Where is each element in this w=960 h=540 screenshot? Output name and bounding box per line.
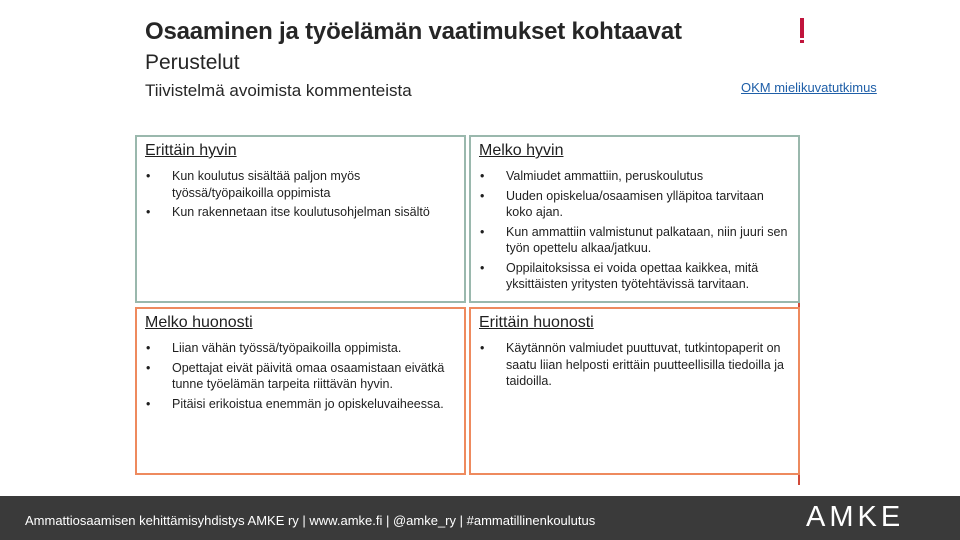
list-item: • Pitäisi erikoistua enemmän jo opiskeluvaiheessa. — [145, 396, 458, 413]
quadrant-list — [479, 340, 792, 393]
slide-caption: Tiivistelmä avoimista kommenteista — [145, 81, 412, 100]
quadrant-very-poor — [469, 307, 800, 475]
quadrant-title: Erittäin hyvin — [145, 142, 237, 159]
exclamation-mark-icon — [800, 18, 804, 38]
footer-text: Ammattiosaamisen kehittämisyhdistys AMKE ry | www.amke.fi | @amke_ry | #ammatillinenkoulutus — [25, 513, 596, 528]
quadrant-list — [145, 168, 458, 224]
quadrant-title: Melko hyvin — [479, 142, 564, 159]
slide-subtitle: Perustelut — [145, 51, 240, 74]
okm-survey-link[interactable]: OKM mielikuvatutkimus — [741, 80, 877, 95]
quadrant-list — [479, 168, 792, 296]
quadrant-fairly-poor — [135, 307, 466, 475]
quadrant-fairly-good — [469, 135, 800, 303]
slide-title: Osaaminen ja työelämän vaatimukset kohtaavat — [145, 18, 682, 45]
quadrant-title: Melko huonosti — [145, 314, 253, 331]
quadrant-list — [145, 340, 458, 415]
list-item: • Uuden opiskelua/osaamisen ylläpitoa tarvitaan koko ajan. — [479, 188, 792, 221]
amke-logo: AMKE — [806, 501, 905, 533]
quadrant-very-good — [135, 135, 466, 303]
footer-bar — [0, 496, 960, 540]
exclamation-dot-icon — [800, 40, 804, 43]
list-item: • Kun rakennetaan itse koulutusohjelman sisältö — [145, 204, 458, 221]
quadrant-title: Erittäin huonosti — [479, 314, 594, 331]
list-item: • Kun koulutus sisältää paljon myös työssä/työpaikoilla oppimista — [145, 168, 458, 201]
list-item: • Oppilaitoksissa ei voida opettaa kaikkea, mitä yksittäisten yritysten työtehtävissä tarvitaan. — [479, 260, 792, 293]
list-item: • Opettajat eivät päivitä omaa osaamistaan eivätkä tunne työelämän tarpeita riittävän hyvin. — [145, 360, 458, 393]
list-item: • Käytännön valmiudet puuttuvat, tutkintopaperit on saatu liian helposti erittäin puutteellisilla tiedoilla ja taidoilla. — [479, 340, 792, 390]
list-item: • Valmiudet ammattiin, peruskoulutus — [479, 168, 792, 185]
list-item: • Liian vähän työssä/työpaikoilla oppimista. — [145, 340, 458, 357]
list-item: • Kun ammattiin valmistunut palkataan, niin juuri sen työn opettelu alkaa/jatkuu. — [479, 224, 792, 257]
slide-content-image — [132, 10, 808, 485]
